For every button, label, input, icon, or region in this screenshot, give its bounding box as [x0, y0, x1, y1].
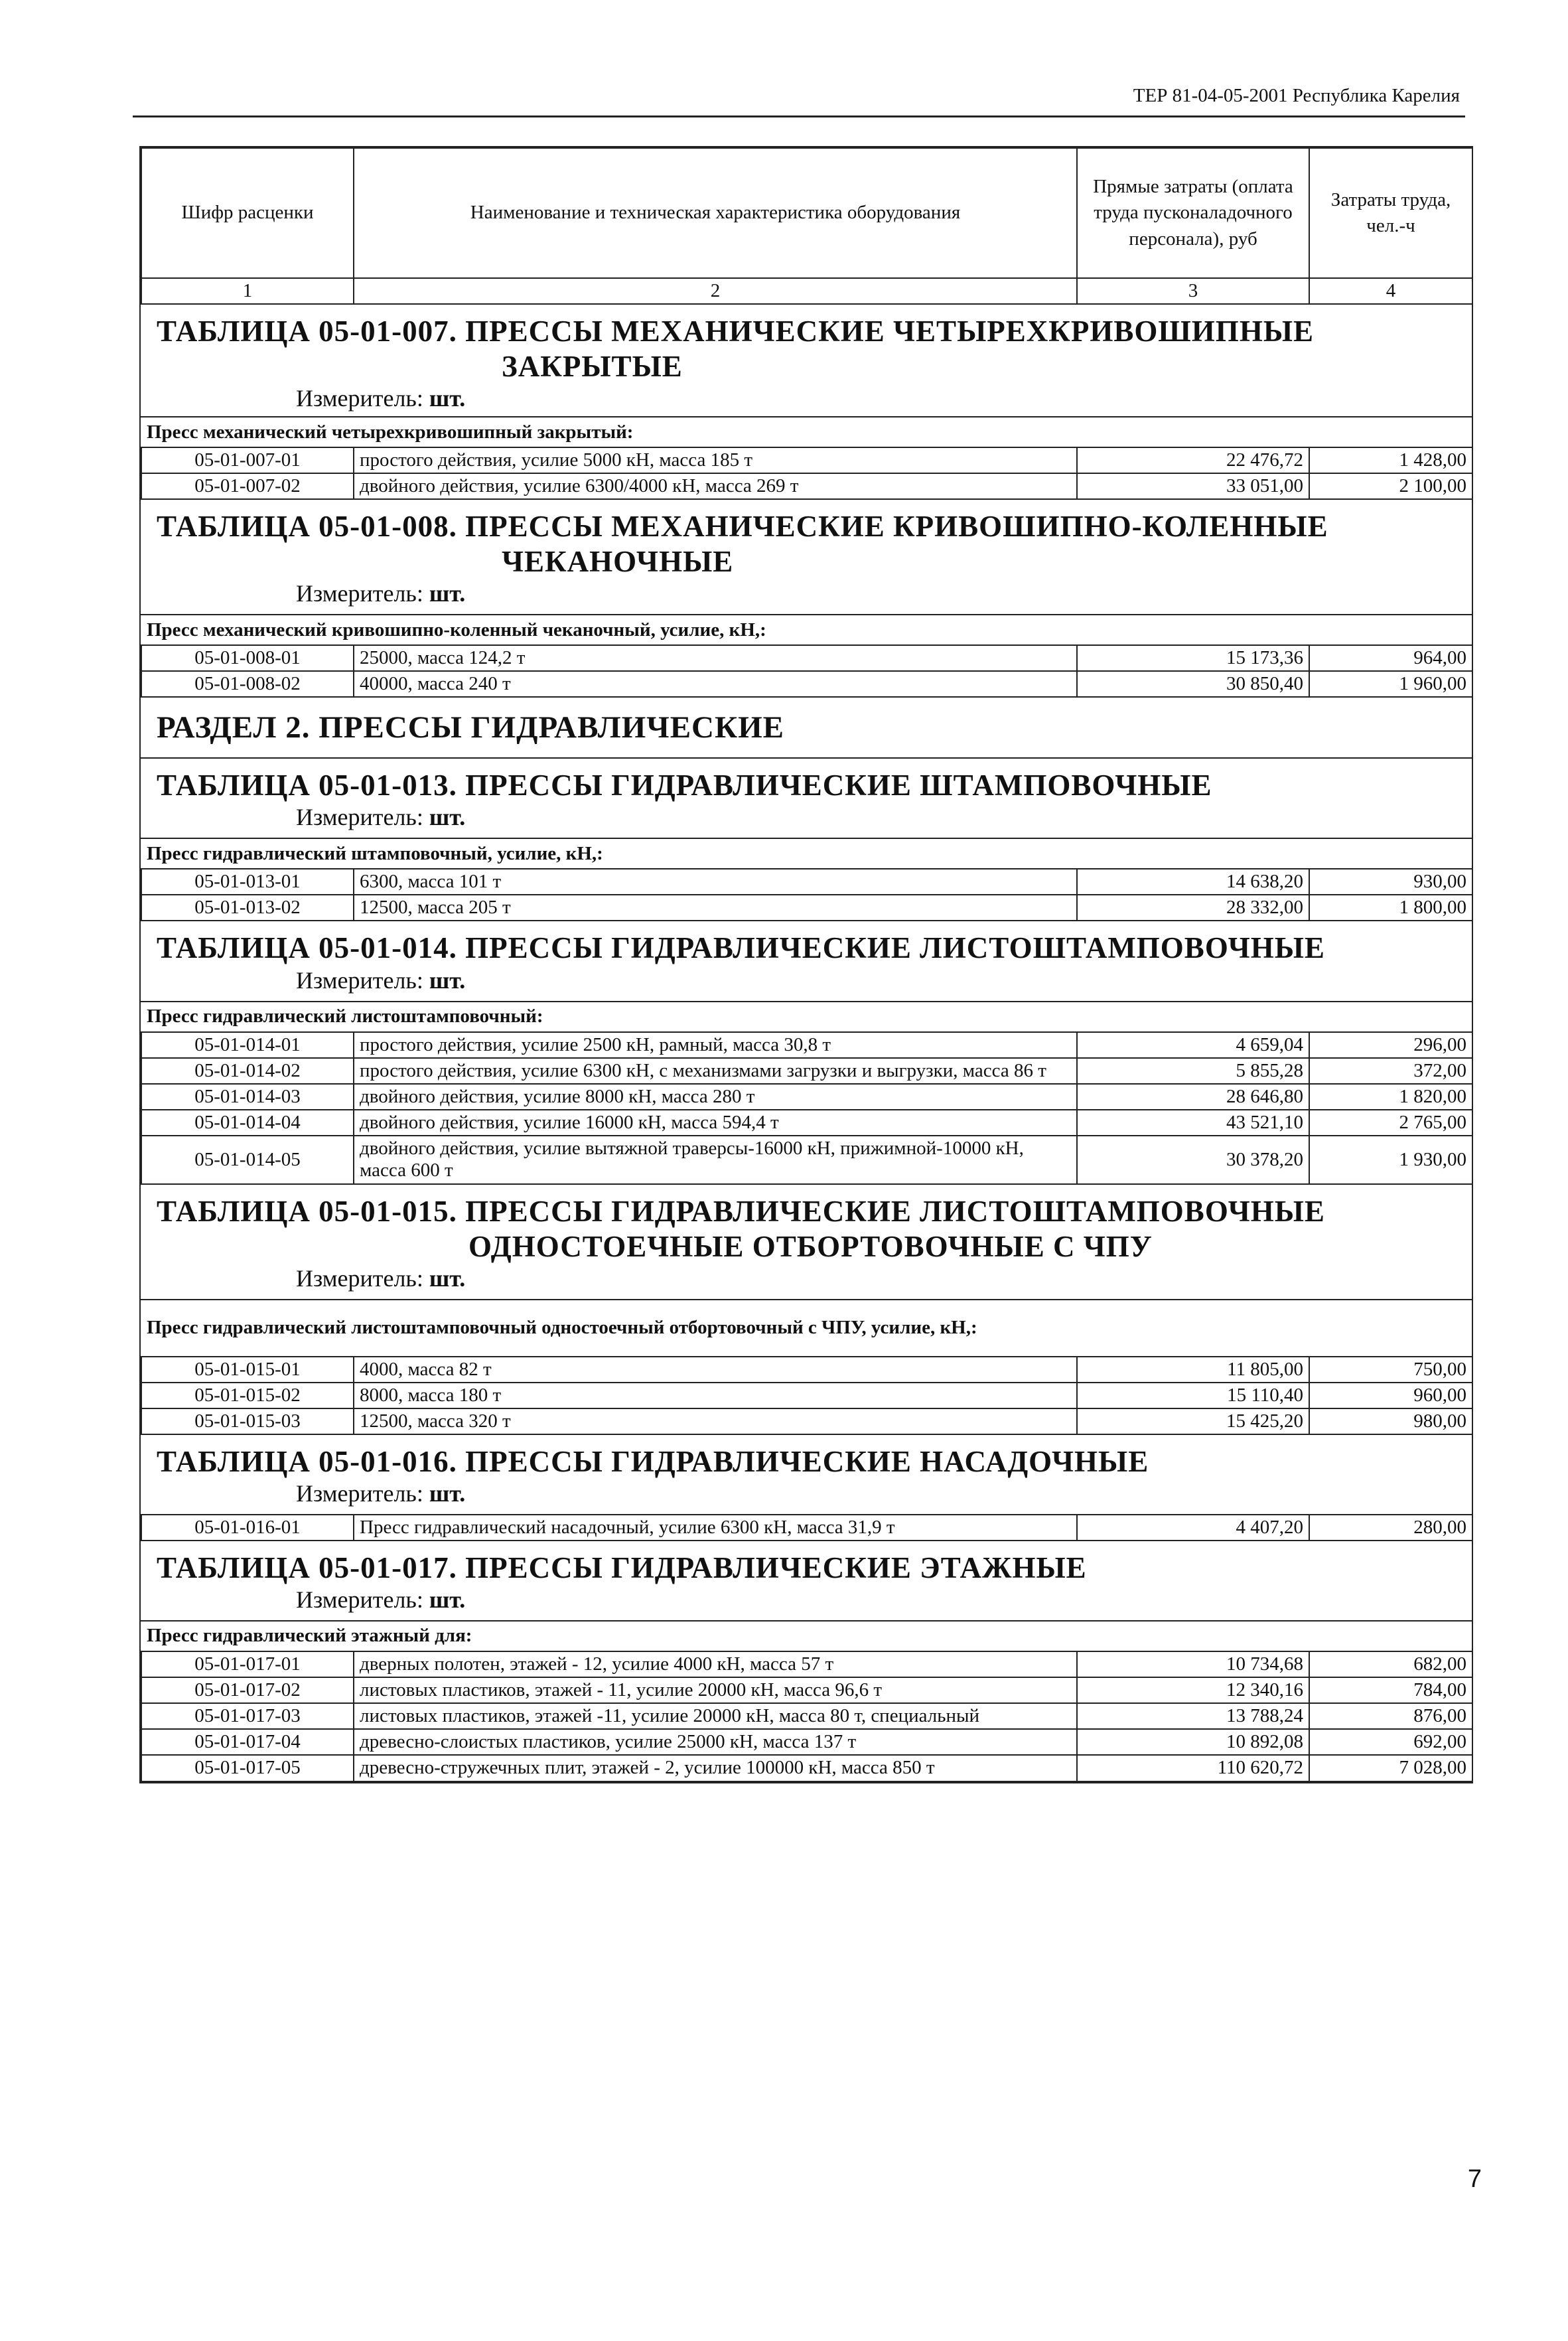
table-cell: 372,00	[1309, 1058, 1472, 1084]
table-05-01-017	[141, 1541, 1472, 1622]
table-cell: простого действия, усилие 2500 кН, рамный, масса 30,8 т	[354, 1032, 1077, 1058]
table-cell: 6300, масса 101 т	[354, 869, 1077, 895]
table-cell: 4 407,20	[1077, 1515, 1309, 1541]
measure-unit: Измеритель: шт.	[296, 385, 466, 412]
table-cell: 25000, масса 124,2 т	[354, 645, 1077, 671]
page-number: 7	[1467, 2165, 1482, 2193]
section-heading	[141, 698, 1472, 759]
table-title: ТАБЛИЦА 05-01-014. ПРЕССЫ ГИДРАВЛИЧЕСКИЕ ЛИСТОШТАМПОВОЧНЫЕ	[157, 931, 1325, 965]
group-heading: Пресс гидравлический штамповочный, усилие, кН,:	[141, 839, 1472, 869]
table-013-rows	[141, 839, 1473, 921]
table-05-01-016	[141, 1435, 1472, 1515]
table-cell: 43 521,10	[1077, 1110, 1309, 1136]
table-cell: 05-01-014-05	[141, 1136, 354, 1184]
column-header-table	[141, 147, 1473, 305]
measure-unit: Измеритель: шт.	[296, 1264, 466, 1292]
table-cell: двойного действия, усилие 6300/4000 кН, масса 269 т	[354, 473, 1077, 499]
table-cell: 784,00	[1309, 1677, 1472, 1703]
table-row	[141, 1515, 1472, 1541]
table-cell: 1 428,00	[1309, 447, 1472, 473]
table-cell: 33 051,00	[1077, 473, 1309, 499]
table-cell: 05-01-008-01	[141, 645, 354, 671]
table-cell: 05-01-015-01	[141, 1357, 354, 1383]
table-cell: 40000, масса 240 т	[354, 671, 1077, 697]
table-cell: 30 378,20	[1077, 1136, 1309, 1184]
group-heading: Пресс механический четырехкривошипный закрытый:	[141, 417, 1472, 447]
table-cell: 15 425,20	[1077, 1408, 1309, 1434]
table-row	[141, 645, 1472, 671]
table-cell: 05-01-017-04	[141, 1729, 354, 1755]
table-cell: 750,00	[1309, 1357, 1472, 1383]
table-007-rows	[141, 417, 1473, 500]
table-cell: 13 788,24	[1077, 1703, 1309, 1729]
table-cell: 11 805,00	[1077, 1357, 1309, 1383]
table-cell: 692,00	[1309, 1729, 1472, 1755]
document-id: ТЕР 81-04-05-2001 Республика Карелия	[1133, 85, 1460, 106]
price-table	[139, 146, 1473, 1783]
table-cell: 05-01-017-03	[141, 1703, 354, 1729]
table-cell: древесно-стружечных плит, этажей - 2, усилие 100000 кН, масса 850 т	[354, 1755, 1077, 1781]
table-cell: 05-01-014-02	[141, 1058, 354, 1084]
table-cell: 28 646,80	[1077, 1084, 1309, 1110]
table-cell: 1 960,00	[1309, 671, 1472, 697]
column-header-row	[141, 148, 1472, 278]
measure-unit: Измеритель: шт.	[296, 580, 466, 607]
table-cell: 12 340,16	[1077, 1677, 1309, 1703]
table-cell: 05-01-014-03	[141, 1084, 354, 1110]
table-05-01-014	[141, 921, 1472, 1002]
page-header	[133, 85, 1465, 117]
table-cell: древесно-слоистых пластиков, усилие 25000 кН, масса 137 т	[354, 1729, 1077, 1755]
table-cell: 30 850,40	[1077, 671, 1309, 697]
col-code-header: Шифр расценки	[141, 148, 354, 278]
table-cell: 2 765,00	[1309, 1110, 1472, 1136]
table-cell: простого действия, усилие 5000 кН, масса 185 т	[354, 447, 1077, 473]
table-row	[141, 1651, 1472, 1677]
table-cell: 05-01-016-01	[141, 1515, 354, 1541]
table-cell: 110 620,72	[1077, 1755, 1309, 1781]
table-cell: простого действия, усилие 6300 кН, с механизмами загрузки и выгрузки, масса 86 т	[354, 1058, 1077, 1084]
table-row	[141, 447, 1472, 473]
table-cell: 682,00	[1309, 1651, 1472, 1677]
table-cell: 12500, масса 320 т	[354, 1408, 1077, 1434]
table-row	[141, 1032, 1472, 1058]
table-row	[141, 1729, 1472, 1755]
table-cell: 05-01-017-01	[141, 1651, 354, 1677]
group-heading: Пресс гидравлический листоштамповочный одностоечный отбортовочный с ЧПУ, усилие, кН,:	[141, 1300, 1472, 1357]
table-cell: дверных полотен, этажей - 12, усилие 4000 кН, масса 57 т	[354, 1651, 1077, 1677]
table-cell: 296,00	[1309, 1032, 1472, 1058]
table-row	[141, 1755, 1472, 1781]
col-labor-header: Затраты труда, чел.-ч	[1309, 148, 1472, 278]
table-cell: 15 173,36	[1077, 645, 1309, 671]
table-cell: листовых пластиков, этажей -11, усилие 20000 кН, масса 80 т, специальный	[354, 1703, 1077, 1729]
table-row	[141, 1703, 1472, 1729]
table-cell: 964,00	[1309, 645, 1472, 671]
table-017-rows	[141, 1622, 1473, 1782]
table-cell: 05-01-007-02	[141, 473, 354, 499]
table-cell: 280,00	[1309, 1515, 1472, 1541]
table-cell: двойного действия, усилие 16000 кН, масса 594,4 т	[354, 1110, 1077, 1136]
col-number: 3	[1077, 278, 1309, 304]
table-cell: 4 659,04	[1077, 1032, 1309, 1058]
table-cell: 05-01-008-02	[141, 671, 354, 697]
table-005-01-007	[141, 305, 1472, 417]
col-number: 1	[141, 278, 354, 304]
table-cell: 4000, масса 82 т	[354, 1357, 1077, 1383]
table-cell: 05-01-015-03	[141, 1408, 354, 1434]
table-cell: 1 930,00	[1309, 1136, 1472, 1184]
table-row	[141, 1677, 1472, 1703]
table-cell: 1 800,00	[1309, 895, 1472, 921]
table-cell: 14 638,20	[1077, 869, 1309, 895]
table-row	[141, 869, 1472, 895]
col-cost-header: Прямые затраты (оплата труда пусконаладочного персонала), руб	[1077, 148, 1309, 278]
table-row	[141, 1058, 1472, 1084]
table-05-01-015	[141, 1185, 1472, 1300]
table-cell: 930,00	[1309, 869, 1472, 895]
table-cell: 10 734,68	[1077, 1651, 1309, 1677]
table-cell: листовых пластиков, этажей - 11, усилие 20000 кН, масса 96,6 т	[354, 1677, 1077, 1703]
table-title: ТАБЛИЦА 05-01-013. ПРЕССЫ ГИДРАВЛИЧЕСКИЕ ШТАМПОВОЧНЫЕ	[157, 769, 1212, 802]
table-row	[141, 1136, 1472, 1184]
table-cell: 876,00	[1309, 1703, 1472, 1729]
table-cell: 05-01-015-02	[141, 1383, 354, 1408]
table-cell: 980,00	[1309, 1408, 1472, 1434]
table-cell: 12500, масса 205 т	[354, 895, 1077, 921]
col-number: 4	[1309, 278, 1472, 304]
table-cell: 15 110,40	[1077, 1383, 1309, 1408]
table-cell: 05-01-014-01	[141, 1032, 354, 1058]
table-title: ТАБЛИЦА 05-01-017. ПРЕССЫ ГИДРАВЛИЧЕСКИЕ ЭТАЖНЫЕ	[157, 1550, 1087, 1584]
table-cell: 05-01-017-02	[141, 1677, 354, 1703]
table-008-rows	[141, 615, 1473, 698]
table-015-rows	[141, 1300, 1473, 1435]
table-title: ТАБЛИЦА 05-01-015. ПРЕССЫ ГИДРАВЛИЧЕСКИЕ ЛИСТОШТАМПОВОЧНЫЕ ОДНОСТОЕЧНЫЕ ОТБОРТОВОЧНЫЕ С ЧПУ	[157, 1194, 1325, 1263]
table-cell: двойного действия, усилие вытяжной траверсы-16000 кН, прижимной-10000 кН, масса 600 т	[354, 1136, 1077, 1184]
table-cell: двойного действия, усилие 8000 кН, масса 280 т	[354, 1084, 1077, 1110]
measure-unit: Измеритель: шт.	[296, 1479, 466, 1507]
table-cell: 05-01-014-04	[141, 1110, 354, 1136]
group-heading: Пресс гидравлический этажный для:	[141, 1622, 1472, 1651]
table-row	[141, 1383, 1472, 1408]
table-cell: 2 100,00	[1309, 473, 1472, 499]
table-row	[141, 1084, 1472, 1110]
table-cell: 05-01-007-01	[141, 447, 354, 473]
measure-unit: Измеритель: шт.	[296, 1586, 466, 1613]
table-016-rows	[141, 1515, 1473, 1541]
table-row	[141, 895, 1472, 921]
table-row	[141, 473, 1472, 499]
table-cell: 10 892,08	[1077, 1729, 1309, 1755]
measure-unit: Измеритель: шт.	[296, 804, 466, 831]
section-title: РАЗДЕЛ 2. ПРЕССЫ ГИДРАВЛИЧЕСКИЕ	[157, 710, 784, 745]
table-cell: 05-01-017-05	[141, 1755, 354, 1781]
table-row	[141, 1110, 1472, 1136]
table-row	[141, 671, 1472, 697]
table-cell: 28 332,00	[1077, 895, 1309, 921]
col-number: 2	[354, 278, 1077, 304]
table-cell: 05-01-013-01	[141, 869, 354, 895]
table-cell: 5 855,28	[1077, 1058, 1309, 1084]
table-row	[141, 1408, 1472, 1434]
table-cell: 1 820,00	[1309, 1084, 1472, 1110]
table-cell: 7 028,00	[1309, 1755, 1472, 1781]
table-cell: 8000, масса 180 т	[354, 1383, 1077, 1408]
table-cell: Пресс гидравлический насадочный, усилие 6300 кН, масса 31,9 т	[354, 1515, 1077, 1541]
group-heading: Пресс механический кривошипно-коленный чеканочный, усилие, кН,:	[141, 615, 1472, 645]
column-number-row	[141, 278, 1472, 304]
table-05-01-008	[141, 500, 1472, 615]
table-title: ТАБЛИЦА 05-01-008. ПРЕССЫ МЕХАНИЧЕСКИЕ КРИВОШИПНО-КОЛЕННЫЕ ЧЕКАНОЧНЫЕ	[157, 510, 1328, 579]
table-05-01-013	[141, 759, 1472, 839]
table-cell: 960,00	[1309, 1383, 1472, 1408]
group-heading: Пресс гидравлический листоштамповочный:	[141, 1002, 1472, 1032]
table-014-rows	[141, 1002, 1473, 1185]
measure-unit: Измеритель: шт.	[296, 966, 466, 994]
col-name-header: Наименование и техническая характеристика оборудования	[354, 148, 1077, 278]
table-cell: 22 476,72	[1077, 447, 1309, 473]
table-row	[141, 1357, 1472, 1383]
table-cell: 05-01-013-02	[141, 895, 354, 921]
table-title: ТАБЛИЦА 05-01-016. ПРЕССЫ ГИДРАВЛИЧЕСКИЕ НАСАДОЧНЫЕ	[157, 1444, 1149, 1478]
table-title: ТАБЛИЦА 05-01-007. ПРЕССЫ МЕХАНИЧЕСКИЕ ЧЕТЫРЕХКРИВОШИПНЫЕ ЗАКРЫТЫЕ	[157, 315, 1315, 384]
